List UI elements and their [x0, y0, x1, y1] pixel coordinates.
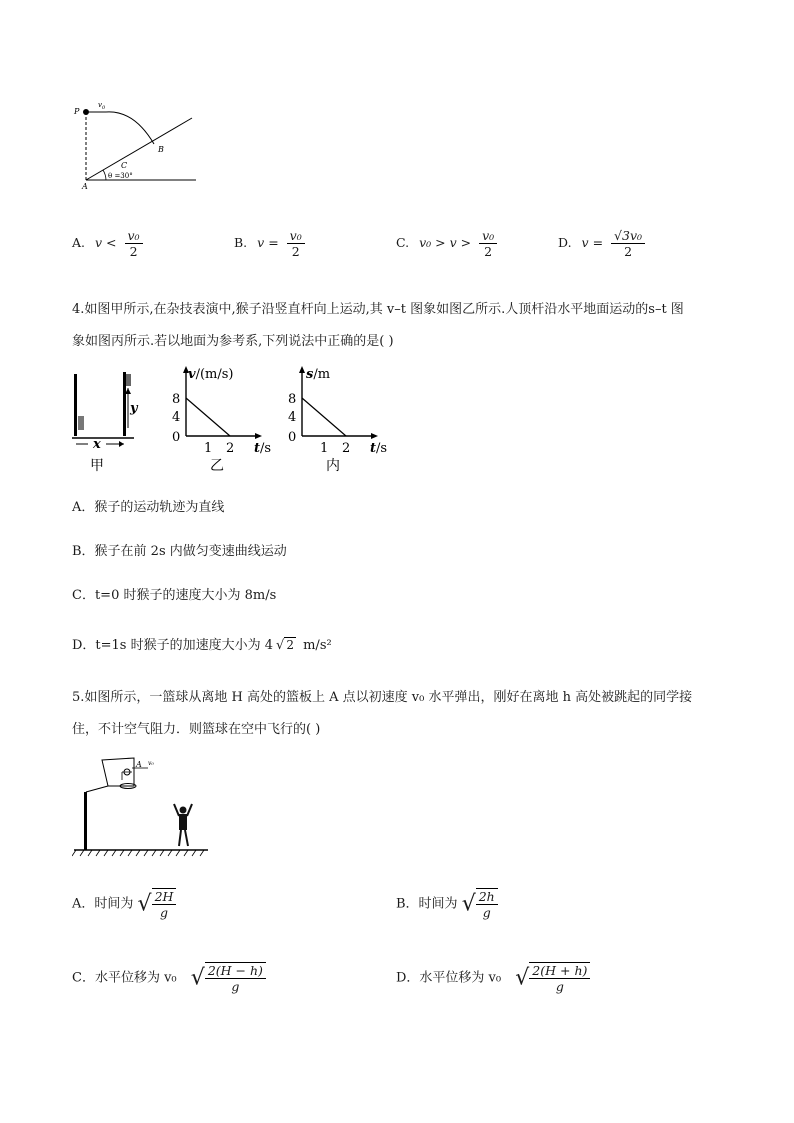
svg-text:v/(m/s): v/(m/s)	[188, 367, 234, 382]
q5-stem-line2: 住，不计空气阻力．则篮球在空中飞行的( )	[72, 722, 321, 737]
svg-text:v₀: v₀	[148, 760, 154, 767]
graph-v-t	[172, 366, 271, 474]
q4-figures	[68, 366, 398, 478]
svg-text:y: y	[130, 401, 138, 416]
q4-stem-line1: 4.如图甲所示,在杂技表演中,猴子沿竖直杆向上运动,其 v–t 图象如图乙所示.人顶杆沿水平地面运动的s–t 图	[72, 302, 684, 317]
svg-text:0: 0	[288, 430, 297, 445]
point-a-label: A	[82, 182, 88, 191]
svg-text:4: 4	[172, 410, 181, 425]
svg-text:8: 8	[288, 392, 297, 407]
q4-option-b: B．猴子在前 2s 内做匀变速曲线运动	[72, 544, 287, 559]
svg-text:t/s: t/s	[254, 441, 272, 456]
q5-option-d: D．水平位移为 v₀ √ $\frac{2(H + h)}{g}$	[396, 962, 590, 994]
svg-text:0: 0	[172, 430, 181, 445]
q3-option-c: C. v₀ > v > $\frac{\text{v₀}}{2}$	[396, 228, 497, 259]
fig-jia-pole	[72, 372, 139, 474]
q5-option-c: C．水平位移为 v₀ √ $\frac{2(H - h)}{g}$	[72, 962, 266, 994]
point-c-label: C	[121, 161, 128, 170]
svg-text:8: 8	[172, 392, 181, 407]
angle-label: θ =30°	[108, 172, 133, 180]
q4-stem-line2: 象如图丙所示.若以地面为参考系,下列说法中正确的是( )	[72, 334, 394, 349]
q4-option-c: C．t=0 时猴子的速度大小为 8m/s	[72, 588, 277, 603]
q5-stem-line1: 5.如图所示，一篮球从离地 H 高处的篮板上 A 点以初速度 v₀ 水平弹出，刚好在离地 h 高处被跳起的同学接	[72, 690, 693, 705]
fig-jia-caption: 甲	[90, 458, 104, 474]
svg-text:t/s: t/s	[370, 441, 388, 456]
v-t-line	[186, 398, 230, 436]
fig-bing-caption: 内	[326, 458, 340, 474]
q5-option-a: A．时间为 √ $\frac{2H}{g}$	[72, 888, 176, 920]
svg-text:2: 2	[226, 441, 235, 456]
hoop-a-label: A	[136, 760, 142, 769]
point-b-label: B	[158, 145, 164, 154]
svg-text:2: 2	[342, 441, 351, 456]
q4-option-d: D．t=1s 时猴子的加速度大小为 4 √ 2 m/s²	[72, 638, 332, 653]
s-t-line	[302, 398, 346, 436]
point-p-label: P	[74, 107, 80, 116]
q4-option-a: A．猴子的运动轨迹为直线	[72, 500, 225, 515]
q3-option-d: D. v = $\frac{\text{√3v₀}}{2}$	[558, 228, 645, 259]
svg-text:1: 1	[204, 441, 213, 456]
svg-text:s/m: s/m	[306, 367, 331, 382]
incline-projectile-figure	[66, 96, 206, 192]
q5-option-b: B．时间为 √ $\frac{2h}{g}$	[396, 888, 498, 920]
svg-text:x: x	[93, 437, 101, 452]
q3-option-a: A. v < $\frac{\text{v₀}}{2}$	[72, 228, 143, 259]
basketball-figure	[72, 756, 212, 860]
svg-text:1: 1	[320, 441, 329, 456]
player-silhouette	[174, 804, 192, 846]
fig-yi-caption: 乙	[210, 458, 224, 474]
graph-s-t	[288, 366, 387, 474]
q3-option-b: B. v = $\frac{\text{v₀}}{2}$	[234, 228, 305, 259]
svg-text:4: 4	[288, 410, 297, 425]
svg-text:v0: $v_0$	[98, 101, 106, 111]
